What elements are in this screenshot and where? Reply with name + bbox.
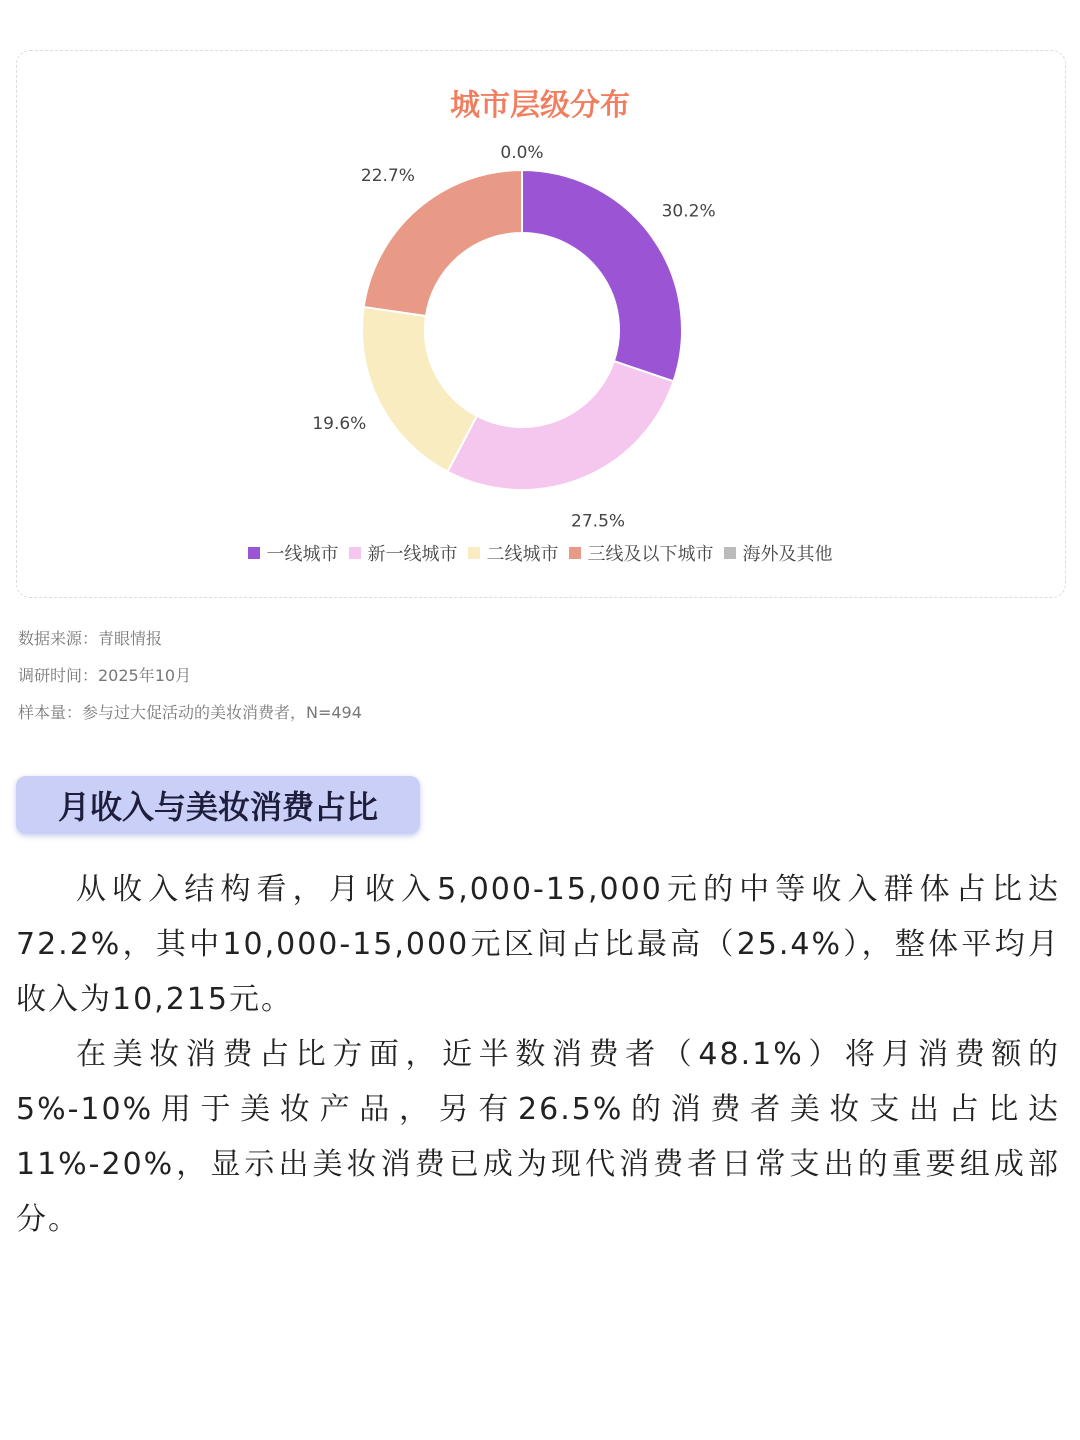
chart-legend <box>0 540 1080 566</box>
legend-item-tier3-below <box>569 540 714 566</box>
legend-label: 海外及其他 <box>742 544 833 565</box>
legend-swatch <box>569 547 581 559</box>
legend-swatch <box>349 547 361 559</box>
slice-tier2 <box>362 307 477 472</box>
slice-label-overseas-other: 0.0% <box>500 143 544 163</box>
legend-label: 三线及以下城市 <box>587 544 714 565</box>
legend-swatch <box>724 547 736 559</box>
paragraph-spending: 在美妆消费占比方面，近半数消费者（48.1%）将月消费额的5%-10%用于美妆产品，另有26.5%的消费者美妆支出占比达11%-20%，显示出美妆消费已成为现代消费者日常支出的重要组成部分。 <box>16 1037 1060 1237</box>
slice-tier1 <box>522 170 682 381</box>
data-source: 数据来源：青眼情报 <box>18 629 163 648</box>
slice-tier3-below <box>364 170 522 316</box>
survey-time: 调研时间：2025年10月 <box>18 666 192 685</box>
paragraph-income: 从收入结构看，月收入5,000-15,000元的中等收入群体占比达72.2%，其中10,000-15,000元区间占比最高（25.4%），整体平均月收入为10,215元。 <box>16 872 1060 1017</box>
slice-new-tier1 <box>448 361 674 490</box>
legend-label: 新一线城市 <box>367 544 458 565</box>
slice-label-tier3-below: 22.7% <box>360 165 415 186</box>
legend-item-new-tier1 <box>349 540 458 566</box>
legend-swatch <box>248 547 260 559</box>
section-title: 月收入与美妆消费占比 <box>16 776 420 834</box>
slice-label-tier2: 19.6% <box>312 414 367 435</box>
legend-item-tier1 <box>248 540 339 566</box>
chart-meta <box>18 620 362 731</box>
legend-label: 一线城市 <box>266 544 339 565</box>
slice-label-new-tier1: 27.5% <box>571 511 626 532</box>
legend-swatch <box>468 547 480 559</box>
section-body <box>16 862 1060 1247</box>
legend-item-tier2 <box>468 540 559 566</box>
legend-label: 二线城市 <box>486 544 559 565</box>
slice-label-tier1: 30.2% <box>661 201 716 222</box>
legend-item-overseas-other <box>724 540 833 566</box>
chart-title: 城市层级分布 <box>450 88 630 123</box>
sample-size: 样本量：参与过大促活动的美妆消费者，N=494 <box>18 703 362 722</box>
donut-chart <box>0 0 1080 600</box>
